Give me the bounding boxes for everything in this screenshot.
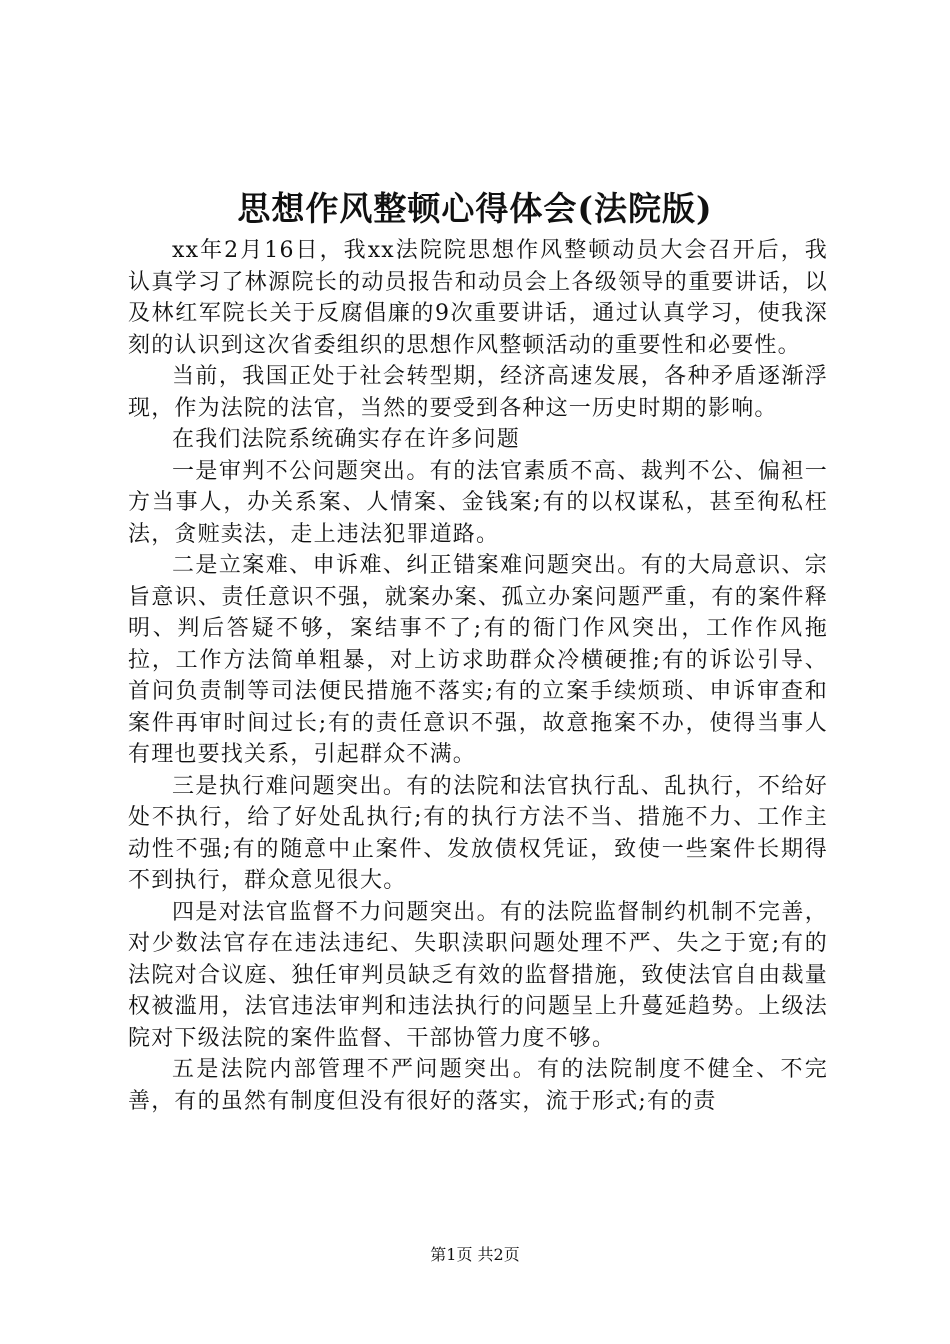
page-number-footer: 第1页 共2页 (430, 1245, 520, 1264)
paragraph: 当前，我国正处于社会转型期，经济高速发展，各种矛盾逐渐浮现，作为法院的法官，当然的要受到各种这一历史时期的影响。 (128, 364, 828, 421)
paragraph: 五是法院内部管理不严问题突出。有的法院制度不健全、不完善，有的虽然有制度但没有很好的落实，流于形式;有的责 (128, 1057, 828, 1114)
paragraph: 三是执行难问题突出。有的法院和法官执行乱、乱执行，不给好处不执行，给了好处乱执行;有的执行方法不当、措施不力、工作主动性不强;有的随意中止案件、发放债权凭证，致使一些案件长期得不到执行，群众意见很大。 (128, 773, 828, 893)
paragraph: 在我们法院系统确实存在许多问题 (172, 427, 521, 452)
paragraph: 四是对法官监督不力问题突出。有的法院监督制约机制不完善，对少数法官存在违法违纪、失职渎职问题处理不严、失之于宽;有的法院对合议庭、独任审判员缺乏有效的监督措施，致使法官自由裁量权被滥用，法官违法审判和违法执行的问题呈上升蔓延趋势。上级法院对下级法院的案件监督、干部协管力度不够。 (128, 899, 828, 1051)
paragraph: 一是审判不公问题突出。有的法官素质不高、裁判不公、偏袒一方当事人，办关系案、人情案、金钱案;有的以权谋私，甚至徇私枉法，贪赃卖法，走上违法犯罪道路。 (128, 458, 828, 547)
document-body (128, 235, 828, 1117)
paragraph: xx年2月16日，我xx法院院思想作风整顿动员大会召开后，我认真学习了林源院长的动员报告和动员会上各级领导的重要讲话，以及林红军院长关于反腐倡廉的9次重要讲话，通过认真学习，使我深刻的认识到这次省委组织的思想作风整顿活动的重要性和必要性。 (128, 238, 828, 358)
document-title: 思想作风整顿心得体会(法院版) (237, 189, 713, 228)
paragraph: 二是立案难、申诉难、纠正错案难问题突出。有的大局意识、宗旨意识、责任意识不强，就案办案、孤立办案问题严重，有的案件释明、判后答疑不够，案结事不了;有的衙门作风突出，工作作风拖拉，工作方法简单粗暴，对上访求助群众冷横硬推;有的诉讼引导、首问负责制等司法便民措施不落实;有的立案手续烦琐、申诉审查和案件再审时间过长;有的责任意识不强，故意拖案不办，使得当事人有理也要找关系，引起群众不满。 (128, 553, 828, 767)
